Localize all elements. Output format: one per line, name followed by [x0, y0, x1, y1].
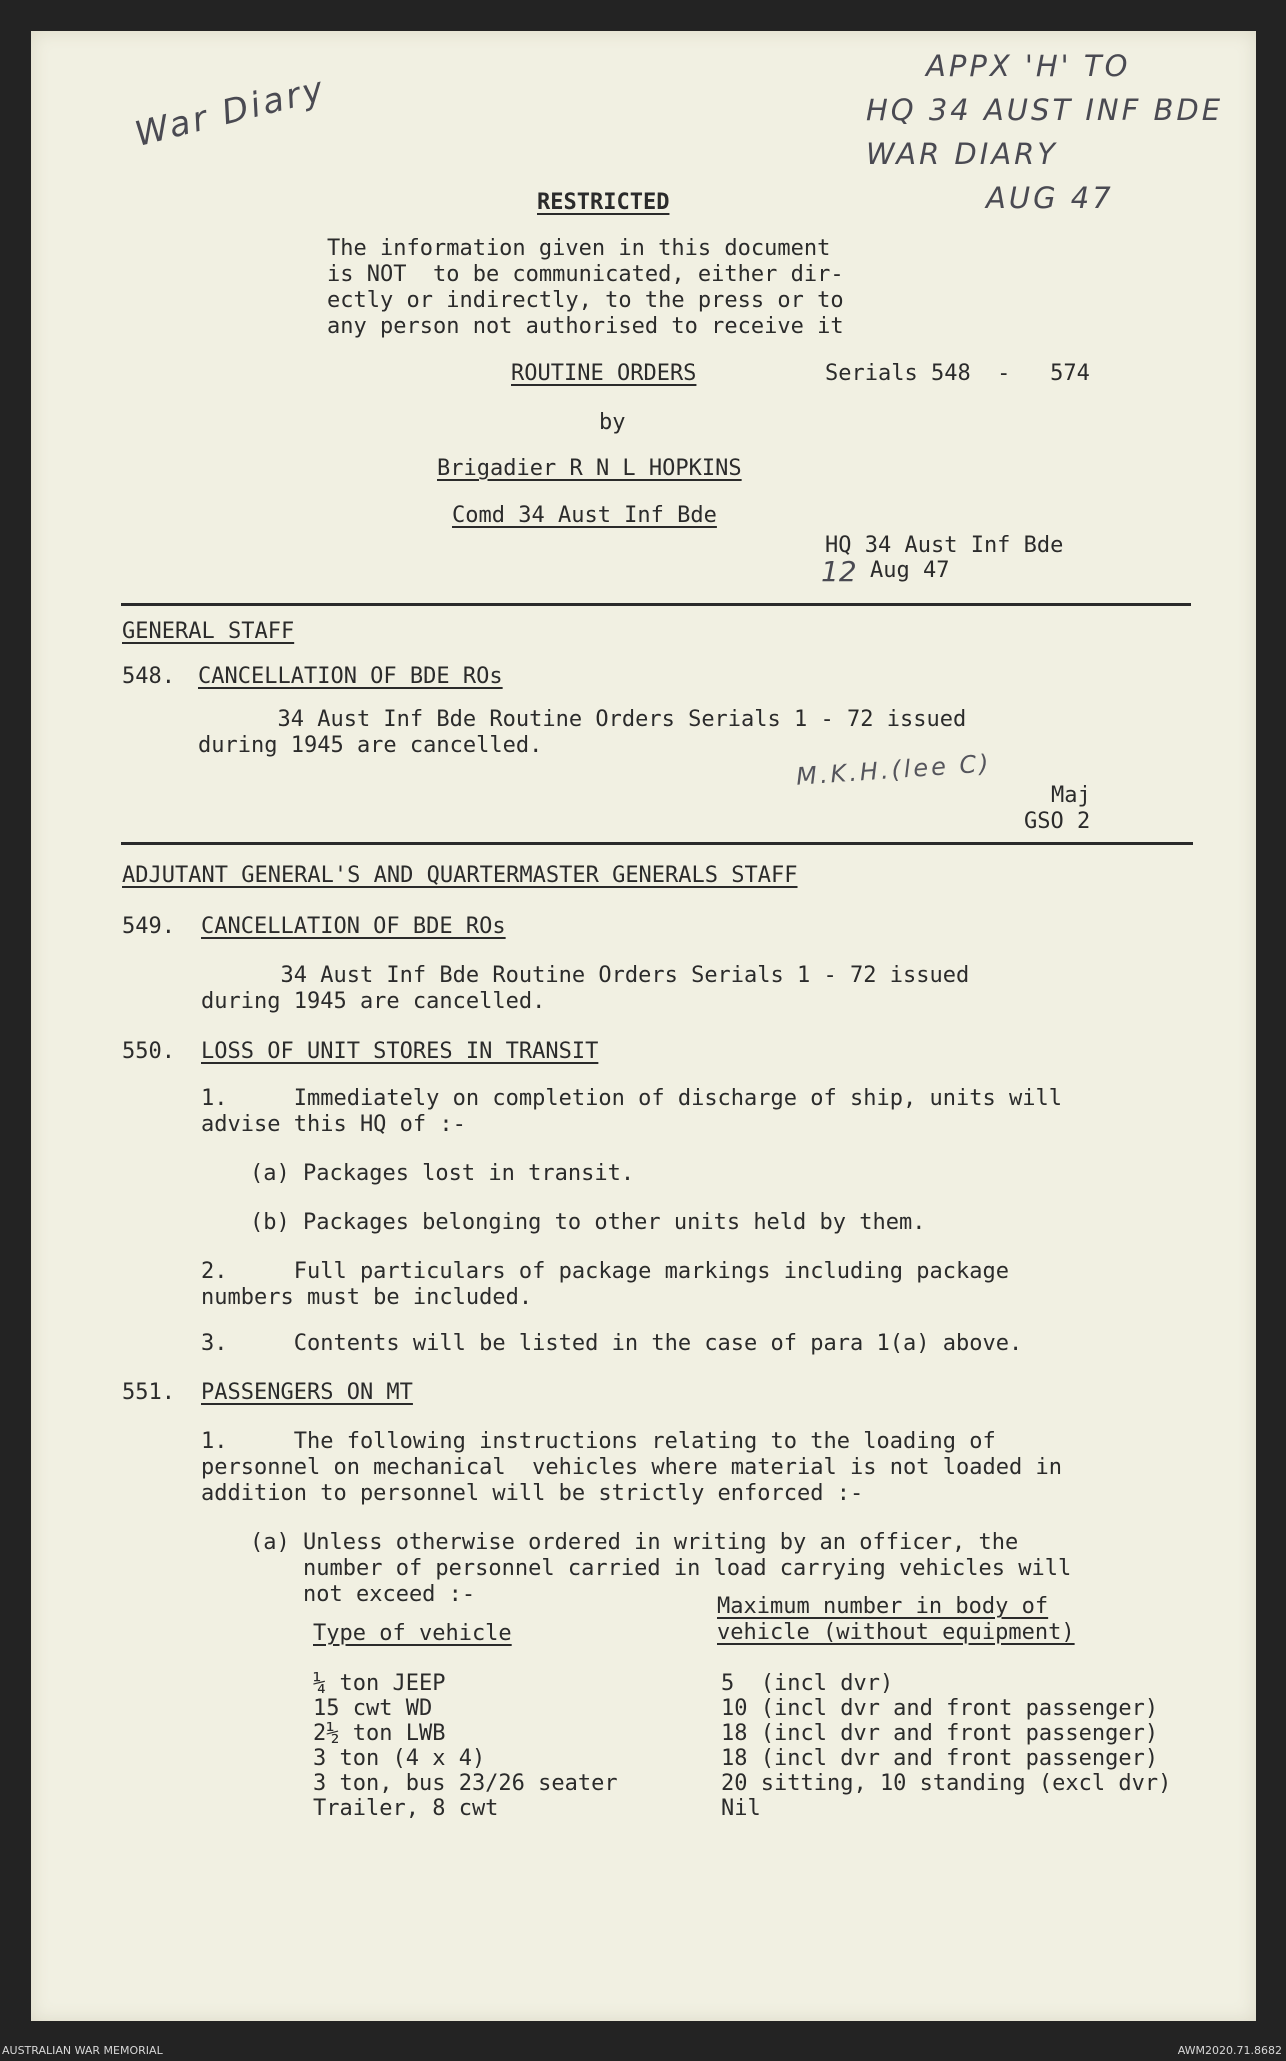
serial-550-item-b: (b) Packages belonging to other units held by them. [250, 1210, 926, 1235]
serial-551-item-a-line-1: (a) Unless otherwise ordered in writing by an officer, the [250, 1530, 1019, 1555]
section-heading-ag-qmg-staff: ADJUTANT GENERAL'S AND QUARTERMASTER GENERALS STAFF [122, 863, 798, 888]
serial-range: Serials 548 - 574 [825, 361, 1090, 386]
table-cell-max: Nil [721, 1796, 761, 1821]
divider-2 [121, 842, 1193, 845]
restriction-notice-line-2: is NOT to be communicated, either dir- [327, 262, 844, 287]
table-cell-vehicle: ¼ ton JEEP [313, 1671, 446, 1696]
serial-551-para-1-line-2: personnel on mechanical vehicles where material is not loaded in [201, 1455, 1062, 1480]
restriction-notice-line-1: The information given in this document [327, 236, 831, 261]
serial-550-para-2-line-2: numbers must be included. [201, 1285, 533, 1310]
handwritten-appendix-line-1: APPX 'H' TO [926, 49, 1131, 83]
serial-549-body-2: during 1945 are cancelled. [201, 989, 546, 1014]
serial-551-title: PASSENGERS ON MT [201, 1380, 413, 1405]
serial-548-number: 548. [122, 664, 175, 689]
table-cell-vehicle: 3 ton, bus 23/26 seater [313, 1771, 618, 1796]
serial-550-para-1-line-1: 1. Immediately on completion of discharge of ship, units will [201, 1086, 1062, 1111]
document-title: ROUTINE ORDERS [511, 361, 697, 386]
table-cell-vehicle: Trailer, 8 cwt [313, 1796, 499, 1821]
serial-549-title: CANCELLATION OF BDE ROs [201, 914, 506, 939]
serial-550-title: LOSS OF UNIT STORES IN TRANSIT [201, 1039, 599, 1064]
serial-551-para-1-line-3: addition to personnel will be strictly enforced :- [201, 1481, 864, 1506]
max-number-column [721, 1671, 1171, 1821]
serial-549-number: 549. [122, 914, 175, 939]
gso2-signature: M.K.H.(lee C) [795, 749, 993, 791]
serial-548-body-1: 34 Aust Inf Bde Routine Orders Serials 1 - 72 issued [198, 707, 967, 732]
section-heading-general-staff: GENERAL STAFF [122, 619, 295, 644]
table-cell-max: 20 sitting, 10 standing (excl dvr) [721, 1771, 1172, 1796]
signatory-appointment: GSO 2 [1024, 809, 1091, 834]
hq-address: HQ 34 Aust Inf Bde [825, 533, 1064, 558]
table-header-max-number-1: Maximum number in body of [717, 1594, 1049, 1619]
serial-550-para-3: 3. Contents will be listed in the case of para 1(a) above. [201, 1331, 1023, 1356]
vehicle-type-column [313, 1671, 618, 1821]
table-cell-vehicle: 2½ ton LWB [313, 1721, 446, 1746]
serial-550-number: 550. [122, 1039, 175, 1064]
serial-549-body-1: 34 Aust Inf Bde Routine Orders Serials 1 - 72 issued [201, 963, 970, 988]
document-page [31, 31, 1256, 2021]
table-cell-max: 10 (incl dvr and front passenger) [721, 1696, 1159, 1721]
handwritten-appendix-line-2: HQ 34 AUST INF BDE [866, 93, 1224, 127]
serial-550-para-1-line-2: advise this HQ of :- [201, 1112, 466, 1137]
footer-left: AUSTRALIAN WAR MEMORIAL [2, 2044, 163, 2057]
handwritten-date-day: 12 [821, 555, 857, 588]
issue-date: Aug 47 [870, 558, 950, 583]
issuing-officer: Brigadier R N L HOPKINS [437, 456, 742, 481]
command-line: Comd 34 Aust Inf Bde [452, 503, 717, 528]
serial-550-para-2-line-1: 2. Full particulars of package markings including package [201, 1259, 1009, 1284]
serial-551-number: 551. [122, 1380, 175, 1405]
handwritten-appendix-line-4: AUG 47 [986, 181, 1114, 215]
table-cell-max: 18 (incl dvr and front passenger) [721, 1746, 1159, 1771]
handwritten-appendix-line-3: WAR DIARY [866, 137, 1059, 171]
classification-heading: RESTRICTED [537, 190, 670, 215]
serial-548-body-2: during 1945 are cancelled. [198, 733, 543, 758]
serial-551-para-1-line-1: 1. The following instructions relating to the loading of [201, 1429, 996, 1454]
divider-1 [121, 603, 1191, 606]
by-label: by [599, 410, 626, 435]
table-cell-vehicle: 15 cwt WD [313, 1696, 433, 1721]
restriction-notice-line-3: ectly or indirectly, to the press or to [327, 288, 844, 313]
restriction-notice-line-4: any person not authorised to receive it [327, 314, 844, 339]
table-cell-vehicle: 3 ton (4 x 4) [313, 1746, 486, 1771]
serial-550-item-a: (a) Packages lost in transit. [250, 1161, 635, 1186]
table-cell-max: 18 (incl dvr and front passenger) [721, 1721, 1159, 1746]
table-header-vehicle-type: Type of vehicle [313, 1621, 512, 1646]
serial-551-item-a-line-3: not exceed :- [250, 1582, 476, 1607]
table-header-max-number-2: vehicle (without equipment) [717, 1620, 1075, 1645]
handwritten-war-diary-note: War Diary [131, 68, 330, 155]
signatory-rank: Maj [1051, 783, 1091, 808]
footer-right: AWM2020.71.8682 [1177, 2044, 1282, 2057]
serial-548-title: CANCELLATION OF BDE ROs [198, 664, 503, 689]
table-cell-max: 5 (incl dvr) [721, 1671, 894, 1696]
serial-551-item-a-line-2: number of personnel carried in load carrying vehicles will [250, 1556, 1072, 1581]
